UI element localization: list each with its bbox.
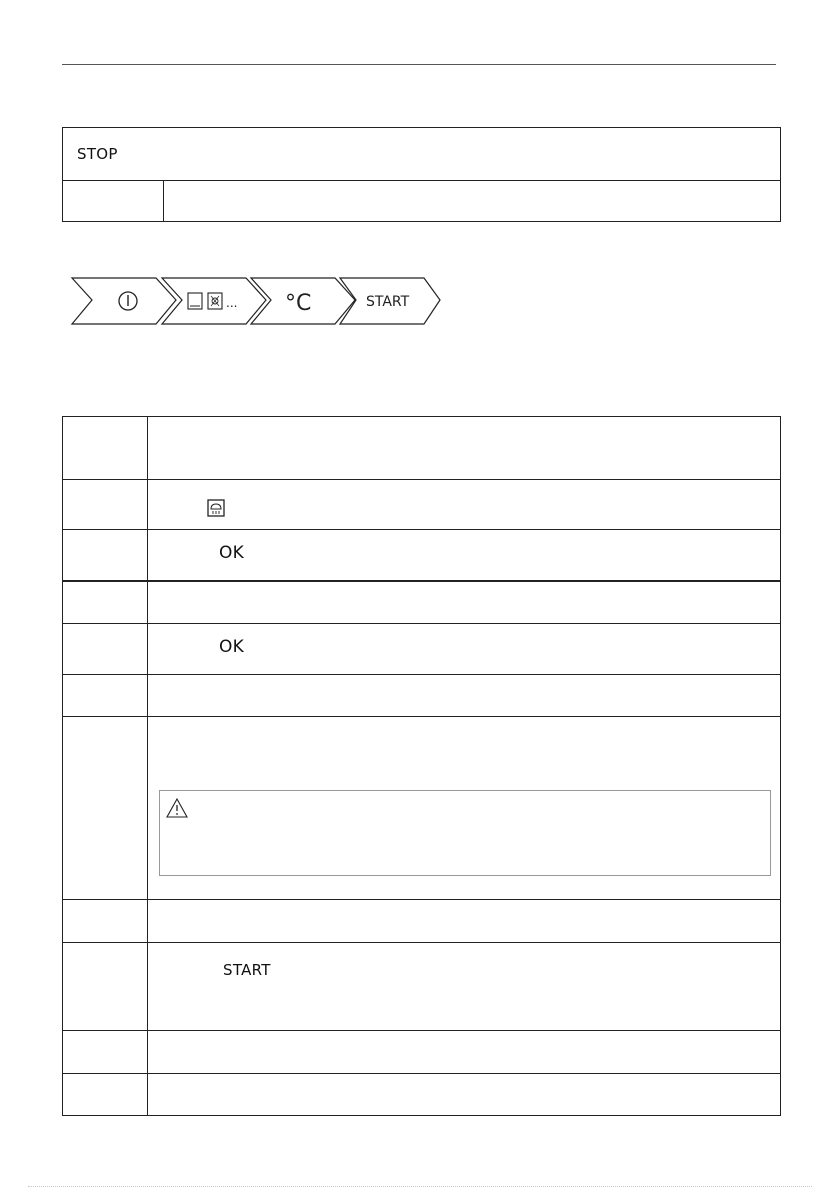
- stop-table: [62, 127, 781, 222]
- row-divider: [63, 899, 780, 900]
- steps-diagram: [70, 276, 442, 326]
- row-divider: [63, 479, 780, 480]
- row-divider: [63, 716, 780, 717]
- row-divider: [63, 1073, 780, 1074]
- oven-function-icons: [188, 293, 222, 309]
- start-step-label: START: [366, 294, 410, 310]
- procedure-table: [62, 416, 781, 1116]
- row-divider: [63, 942, 780, 943]
- temperature-icon: °C: [285, 291, 312, 316]
- power-icon: [119, 292, 137, 310]
- step-function-chevron: [162, 278, 266, 324]
- ok-button-label: OK: [219, 637, 245, 657]
- warning-icon: [166, 798, 188, 818]
- stop-table-divider: [63, 180, 780, 181]
- row-divider: [63, 674, 780, 675]
- row-divider: [63, 623, 780, 624]
- function-more-label: ...: [226, 296, 238, 310]
- header-rule: [62, 64, 776, 65]
- procedure-step-column-divider: [147, 417, 148, 1115]
- stop-label: STOP: [77, 145, 118, 163]
- row-divider: [63, 529, 780, 530]
- row-divider: [63, 580, 780, 582]
- step-power-chevron: [72, 278, 176, 324]
- stop-table-column-divider: [163, 180, 164, 221]
- warning-box: [159, 790, 771, 876]
- start-button-label: START: [223, 961, 271, 979]
- row-divider: [63, 1030, 780, 1031]
- ok-button-label: OK: [219, 543, 245, 563]
- steam-function-icon: [207, 499, 225, 517]
- footer-rule: [28, 1186, 812, 1187]
